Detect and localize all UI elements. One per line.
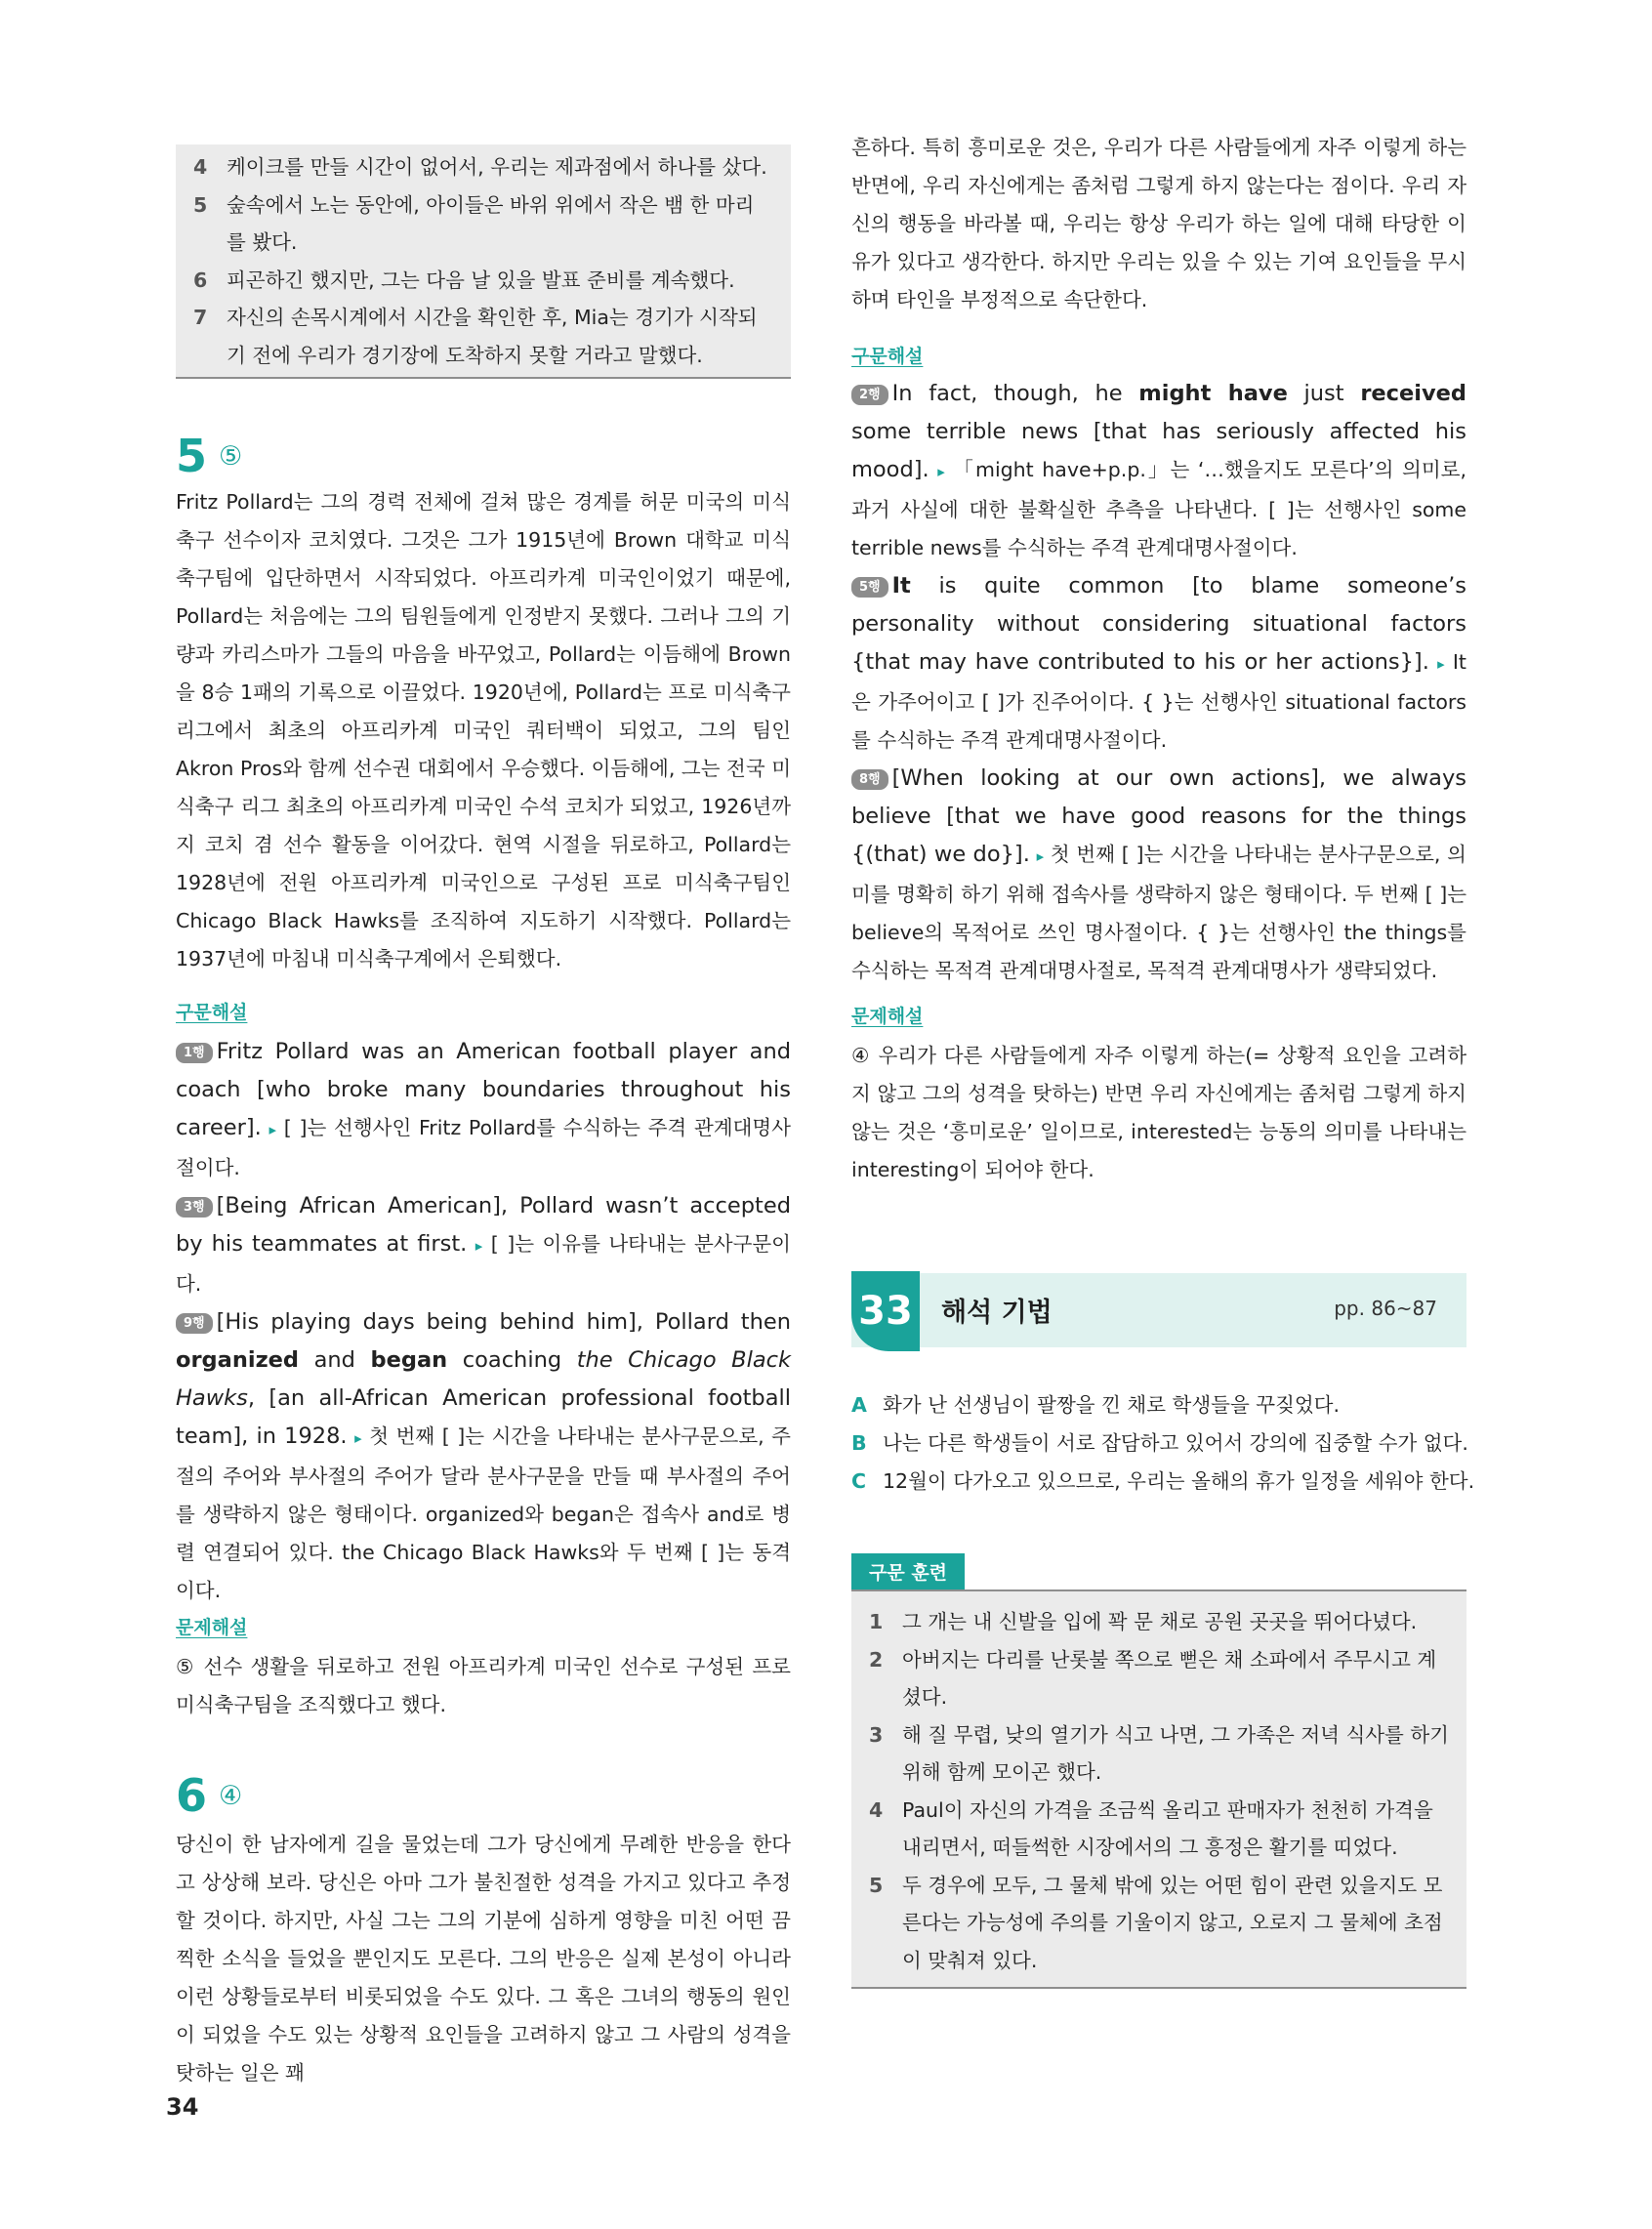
example-sentence — [851, 1386, 1476, 1424]
item-text: Paul이 자신의 가격을 조금씩 올리고 판매자가 천천히 가격을 내리면서, 떠들썩한 시장에서의 그 흥정은 활기를 띠었다. — [902, 1797, 1433, 1859]
english-sentence: [When looking at our own actions], we always believe [that we have good reasons for the things {(that) we do}]. — [851, 765, 1466, 867]
example-sentence — [851, 1424, 1476, 1463]
item-number: 7 — [193, 306, 208, 329]
example-text: 나는 다른 학생들이 서로 잡담하고 있어서 강의에 집중할 수가 없다. — [883, 1431, 1468, 1455]
q5-syntax-heading: 구문해설 — [176, 1002, 248, 1023]
line-tag: 3행 — [176, 1197, 213, 1218]
item-number: 5 — [193, 192, 208, 217]
syntax-note — [851, 375, 1466, 567]
list-item — [869, 1641, 1453, 1716]
note-text: 첫 번째 [ ]는 시간을 나타내는 분사구문으로, 주절의 주어와 부사절의 주어가 달라 분사구문을 만들 때 부사절의 주어를 생략하지 않은 형태이다. organized와 began은 접속사 and로 병렬 연결되어 있다. the Chicago Black Hawks와 두 번째 [ ]는 동격이다. — [176, 1424, 791, 1602]
drill-section — [851, 1553, 1466, 1989]
top-translation-list — [193, 148, 773, 374]
line-tag: 1행 — [176, 1043, 213, 1063]
question-6-heading — [176, 1769, 242, 1822]
list-item — [869, 1603, 1453, 1641]
q5-translation-paragraph: Fritz Pollard는 그의 경력 전체에 걸쳐 많은 경계를 허문 미국의 미식축구 선수이자 코치였다. 그것은 그가 1915년에 Brown 대학교 미식축구팀에 입단하면서 시작되었다. 아프리카계 미국인이었기 때문에, Pollard는 처음에는 그의 팀원들에게 인정받지 못했다. 그러나 그의 기량과 카리스마가 그들의 마음을 바꾸었고, Pollard는 이듬해에 Brown을 8승 1패의 기록으로 이끌었다. 1920년에, Pollard는 프로 미식축구 리그에서 최초의 아프리카계 미국인 쿼터백이 되었고, 그의 팀인 Akron Pros와 함께 선수권 대회에서 우승했다. 이듬해에, 그는 전국 미식축구 리그 최초의 아프리카계 미국인 수석 코치가 되었고, 1926년까지 코치 겸 선수 활동을 이어갔다. 현역 시절을 뒤로하고, Pollard는 1928년에 전원 아프리카계 미국인으로 구성된 프로 미식축구팀인 Chicago Black Hawks를 조직하여 지도하기 시작했다. Pollard는 1937년에 마침내 미식축구계에서 은퇴했다. — [176, 490, 791, 970]
english-sentence: [His playing days being behind him], Pollard then organized and began coaching the Chicago Black Hawks, [an all-African American professional football team], in 1928. — [176, 1309, 792, 1449]
q6-syntax-notes — [851, 375, 1466, 990]
example-text: 화가 난 선생님이 팔짱을 낀 채로 학생들을 꾸짖었다. — [883, 1393, 1340, 1417]
item-text: 숲속에서 노는 동안에, 아이들은 바위 위에서 작은 뱀 한 마리를 봤다. — [227, 192, 755, 254]
note-text: 「might have+p.p.」는 ‘…했을지도 모른다’의 의미로, 과거 사실에 대한 불확실한 추측을 나타낸다. [ ]는 선행사인 some terrible news를 수식하는 주격 관계대명사절이다. — [851, 458, 1466, 559]
question-5-heading — [176, 430, 242, 482]
unit-number-badge: 33 — [851, 1271, 920, 1351]
q6-solution-heading: 문제해설 — [851, 1006, 924, 1027]
item-number: 1 — [869, 1610, 884, 1633]
unit-pages: pp. 86~87 — [1334, 1297, 1437, 1320]
q5-solution-heading: 문제해설 — [176, 1617, 248, 1638]
example-letter: B — [851, 1431, 867, 1455]
item-text: 자신의 손목시계에서 시간을 확인한 후, Mia는 경기가 시작되기 전에 우리가 경기장에 도착하지 못할 거라고 말했다. — [227, 306, 758, 367]
example-sentences — [851, 1386, 1476, 1501]
item-number: 4 — [869, 1797, 884, 1822]
note-text: It은 가주어이고 [ ]가 진주어이다. { }는 선행사인 situational factors를 수식하는 주격 관계대명사절이다. — [851, 650, 1466, 752]
drill-list — [869, 1603, 1453, 1979]
arrow-icon: ▸ — [937, 463, 945, 480]
item-text: 케이크를 만들 시간이 없어서, 우리는 제과점에서 하나를 샀다. — [227, 155, 767, 179]
note-text: 첫 번째 [ ]는 시간을 나타내는 분사구문으로, 의미를 명확히 하기 위해 접속사를 생략하지 않은 형태이다. 두 번째 [ ]는 believe의 목적어로 쓰인 명사절이다. { }는 선행사인 the things를 수식하는 목적격 관계대명사절로, 목적격 관계대명사가 생략되었다. — [851, 843, 1466, 982]
syntax-note — [176, 1187, 791, 1303]
answer-marker: ④ — [219, 1780, 243, 1811]
item-text: 해 질 무렵, 낮의 열기가 식고 나면, 그 가족은 저녁 식사를 하기 위해 함께 모이곤 했다. — [902, 1722, 1449, 1784]
answer-marker: ⑤ — [219, 440, 243, 472]
example-letter: C — [851, 1469, 867, 1493]
top-translation-box — [176, 144, 791, 379]
item-text: 그 개는 내 신발을 입에 꽉 문 채로 공원 곳곳을 뛰어다녔다. — [902, 1610, 1418, 1633]
item-text: 피곤하긴 했지만, 그는 다음 날 있을 발표 준비를 계속했다. — [227, 268, 735, 292]
item-number: 3 — [869, 1722, 884, 1747]
q6-syntax-heading: 구문해설 — [851, 346, 924, 367]
arrow-icon: ▸ — [1437, 655, 1445, 673]
question-number: 6 — [176, 1769, 208, 1822]
syntax-note — [851, 760, 1466, 990]
list-item — [869, 1792, 1453, 1867]
q5-solution-text: ⑤ 선수 생활을 뒤로하고 전원 아프리카계 미국인 선수로 구성된 프로 미식축구팀을 조직했다고 했다. — [176, 1655, 791, 1716]
syntax-note — [176, 1303, 791, 1610]
english-sentence: Fritz Pollard was an American football player and coach [who broke many boundaries throughout his career]. — [176, 1039, 791, 1140]
line-tag: 9행 — [176, 1313, 213, 1334]
q6-translation-paragraph-part1: 당신이 한 남자에게 길을 물었는데 그가 당신에게 무례한 반응을 한다고 상상해 보라. 당신은 아마 그가 불친절한 성격을 가지고 있다고 추정할 것이다. 하지만, 사실 그는 그의 기분에 심하게 영향을 미친 어떤 끔찍한 소식을 들었을 뿐인지도 모른다. 그의 반응은 실제 본성이 아니라 이런 상황들로부터 비롯되었을 수도 있다. 그 혹은 그녀의 행동의 원인이 되었을 수도 있는 상황적 요인들을 고려하지 않고 그 사람의 성격을 탓하는 일은 꽤 — [176, 1833, 791, 2085]
unit-title: 해석 기법 — [941, 1298, 1053, 1328]
q6-translation-paragraph-part2: 흔하다. 특히 흥미로운 것은, 우리가 다른 사람들에게 자주 이렇게 하는 반면에, 우리 자신에게는 좀처럼 그렇게 하지 않는다는 점이다. 우리 자신의 행동을 바라볼 때, 우리는 항상 우리가 하는 일에 대해 타당한 이유가 있다고 생각한다. 하지만 우리는 있을 수 있는 기여 요인들을 무시하며 타인을 부정적으로 속단한다. — [851, 136, 1466, 311]
list-item — [193, 299, 773, 374]
english-sentence: In fact, though, he might have just received some terrible news [that has seriously affected his mood]. — [851, 381, 1467, 482]
example-text: 12월이 다가오고 있으므로, 우리는 올해의 휴가 일정을 세워야 한다. — [883, 1469, 1475, 1493]
arrow-icon: ▸ — [268, 1121, 277, 1138]
q5-syntax-notes — [176, 1033, 791, 1610]
item-number: 6 — [193, 268, 208, 292]
page-number: 34 — [166, 2093, 199, 2121]
example-letter: A — [851, 1393, 867, 1417]
line-tag: 8행 — [851, 769, 888, 790]
example-sentence — [851, 1463, 1476, 1501]
drill-box — [851, 1589, 1466, 1989]
q6-solution-text: ④ 우리가 다른 사람들에게 자주 이렇게 하는(= 상황적 요인을 고려하지 않고 그의 성격을 탓하는) 반면 우리 자신에게는 좀처럼 그렇게 하지 않는 것은 ‘흥미로운’ 일이므로, interested는 능동의 의미를 나타내는 interesting이 되어야 한다. — [851, 1044, 1466, 1181]
list-item — [869, 1716, 1453, 1792]
item-number: 2 — [869, 1647, 884, 1672]
english-sentence: It is quite common [to blame someone’s personality without considering situational factors {that may have contributed to his or her actions}]. — [851, 573, 1466, 675]
arrow-icon: ▸ — [1036, 847, 1045, 865]
syntax-note — [176, 1033, 791, 1187]
item-number: 5 — [869, 1873, 884, 1897]
item-text: 아버지는 다리를 난롯불 쪽으로 뻗은 채 소파에서 주무시고 계셨다. — [902, 1647, 1437, 1709]
syntax-note — [851, 567, 1466, 760]
line-tag: 5행 — [851, 577, 888, 598]
list-item — [193, 186, 773, 262]
note-text: [ ]는 이유를 나타내는 분사구문이다. — [176, 1232, 791, 1296]
arrow-icon: ▸ — [354, 1429, 362, 1447]
drill-tab-label: 구문 훈련 — [851, 1553, 965, 1589]
list-item — [869, 1867, 1453, 1980]
note-text: [ ]는 선행사인 Fritz Pollard를 수식하는 주격 관계대명사절이다. — [176, 1116, 791, 1179]
list-item — [193, 148, 773, 186]
item-text: 두 경우에 모두, 그 물체 밖에 있는 어떤 힘이 관련 있을지도 모른다는 가능성에 주의를 기울이지 않고, 오로지 그 물체에 초점이 맞춰져 있다. — [902, 1873, 1443, 1972]
line-tag: 2행 — [851, 385, 888, 405]
arrow-icon: ▸ — [475, 1237, 483, 1255]
item-number: 4 — [193, 155, 208, 179]
unit-banner — [851, 1273, 1466, 1347]
question-number: 5 — [176, 430, 208, 482]
list-item — [193, 262, 773, 300]
english-sentence: [Being African American], Pollard wasn’t accepted by his teammates at first. — [176, 1193, 791, 1257]
